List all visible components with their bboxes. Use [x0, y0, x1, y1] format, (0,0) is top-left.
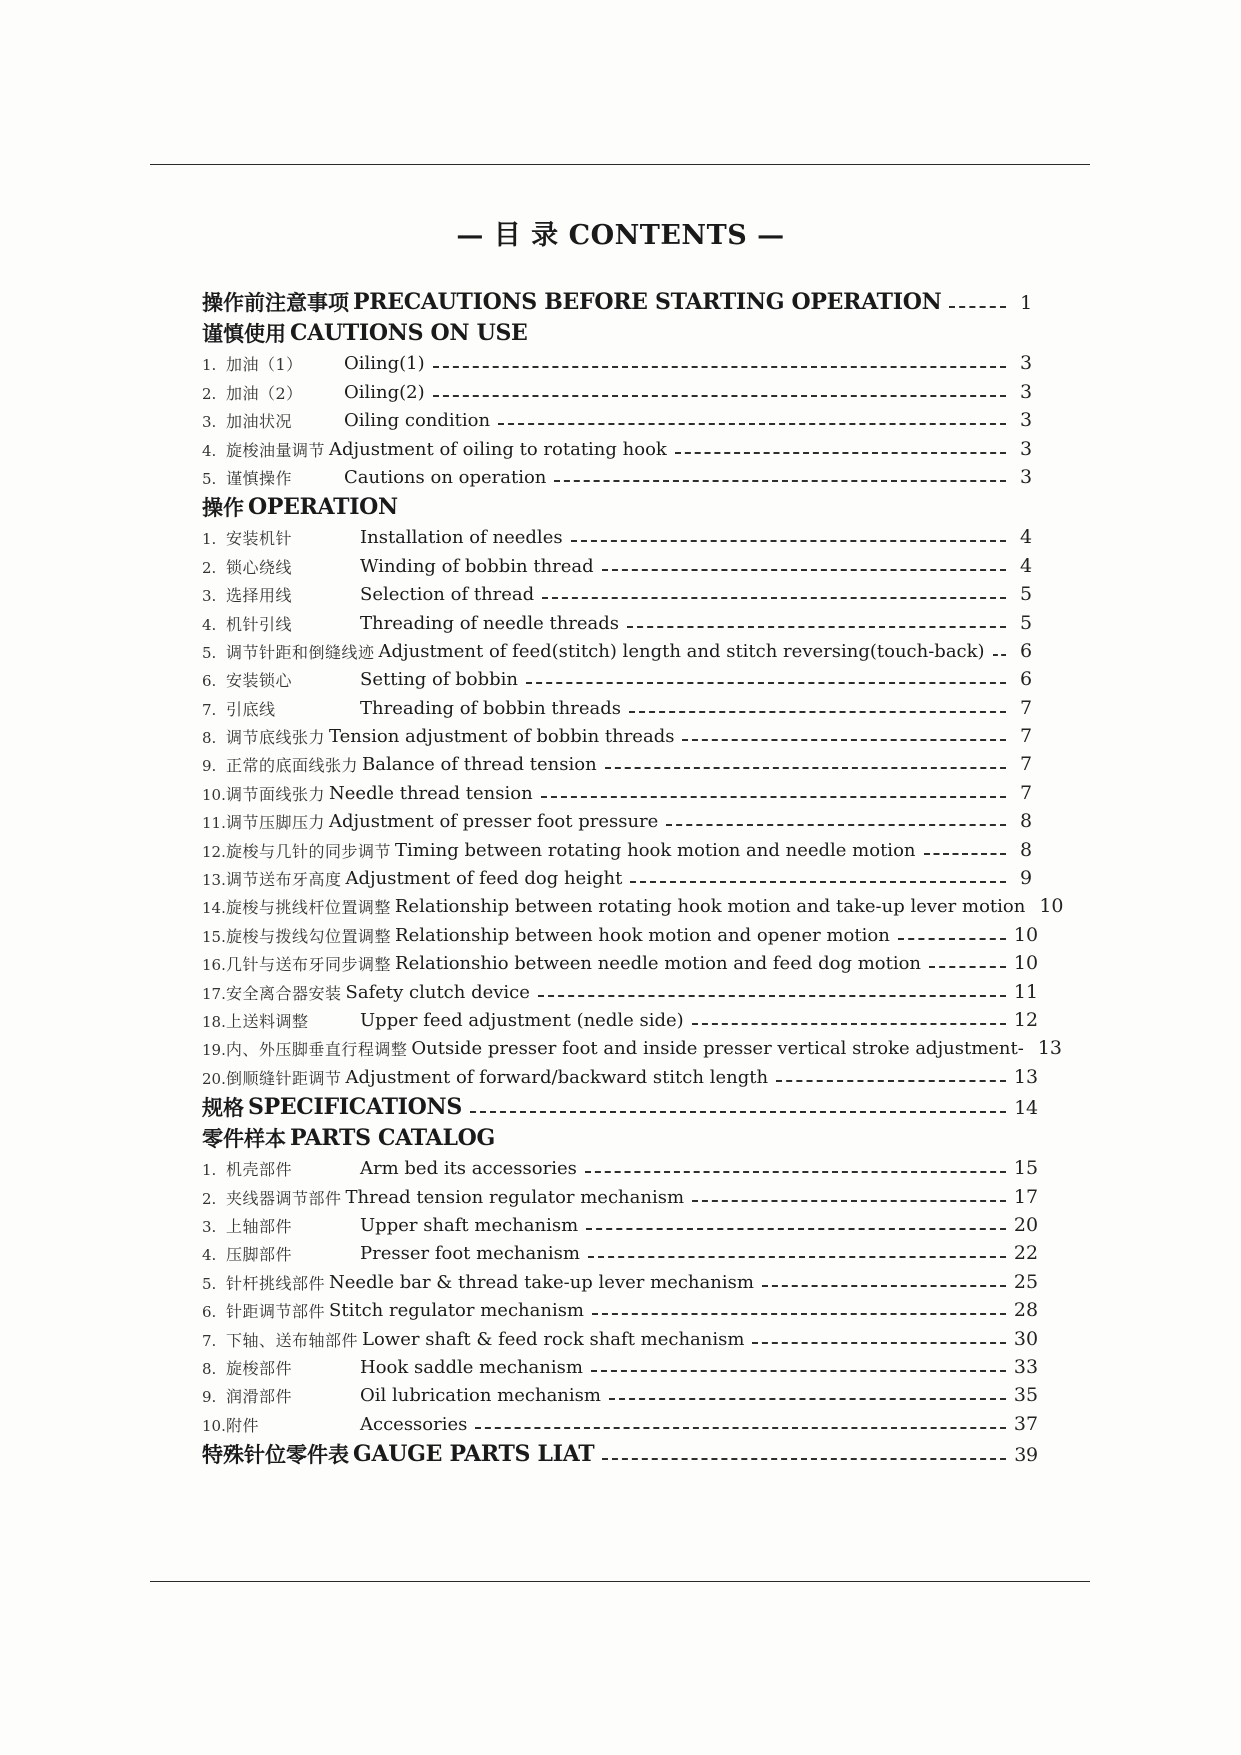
- toc-item-number: 5.: [202, 469, 217, 488]
- toc-page-number: 3: [1019, 465, 1033, 488]
- toc-item-number: 16.: [202, 956, 226, 975]
- toc-item-zh: 加油状况: [226, 412, 293, 432]
- toc-item-zh: 上送料调整: [226, 1011, 309, 1031]
- toc-item-zh: 调节针距和倒缝线迹: [226, 642, 375, 662]
- toc-item-row[interactable]: [202, 718, 1040, 746]
- toc-leader-dots: [898, 938, 1006, 940]
- toc-item-en: Adjustment of presser foot pressure: [329, 811, 659, 833]
- toc-page-number: 5: [1019, 583, 1033, 606]
- toc-leader-dots: [542, 597, 1006, 599]
- toc-item-zh: 几针与送布牙同步调整: [226, 955, 392, 975]
- toc-item-number: 3.: [202, 1217, 217, 1236]
- toc-leader-dots: [630, 881, 1006, 883]
- toc-page-number: 6: [1019, 668, 1033, 691]
- toc-item-number: 20.: [202, 1069, 226, 1088]
- toc-item-row[interactable]: [202, 1207, 1040, 1235]
- toc-section-zh: 操作: [202, 494, 244, 520]
- table-of-contents: [202, 282, 1064, 1467]
- toc-item-en: Accessories: [360, 1413, 468, 1435]
- toc-item-en: Cautions on operation: [344, 466, 547, 488]
- toc-leader-dots: [682, 739, 1006, 741]
- toc-item-row[interactable]: [202, 1235, 1040, 1263]
- toc-page-number: 13: [1037, 1037, 1063, 1060]
- toc-item-en: Setting of bobbin: [360, 669, 519, 691]
- toc-item-zh: 夹线器调节部件: [226, 1188, 342, 1208]
- toc-item-row[interactable]: [202, 1263, 1040, 1291]
- toc-item-en: Hook saddle mechanism: [360, 1356, 583, 1378]
- toc-leader-dots: [609, 1398, 1006, 1400]
- toc-item-row[interactable]: [202, 1030, 1063, 1060]
- toc-item-zh: 加油（2）: [226, 383, 303, 403]
- toc-item-en: Oiling(1): [344, 353, 425, 375]
- toc-item-zh: 选择用线: [226, 586, 293, 606]
- toc-leader-dots: [498, 423, 1006, 425]
- toc-page-number: 12: [1013, 1008, 1039, 1031]
- toc-leader-dots: [588, 1256, 1006, 1258]
- toc-item-zh: 谨慎操作: [226, 468, 293, 488]
- toc-item-number: 19.: [202, 1041, 226, 1060]
- toc-page-number: 11: [1013, 980, 1039, 1003]
- toc-page-number: 7: [1019, 753, 1033, 776]
- toc-page-number: 3: [1019, 437, 1033, 460]
- toc-section-row[interactable]: [202, 1087, 1040, 1118]
- toc-section-zh: 谨慎使用: [202, 321, 286, 346]
- toc-item-row[interactable]: [202, 519, 1040, 547]
- toc-item-en: Threading of needle threads: [360, 612, 620, 634]
- toc-item-zh: 上轴部件: [226, 1216, 293, 1236]
- toc-page-number: 22: [1013, 1242, 1039, 1265]
- toc-item-row[interactable]: [202, 373, 1040, 401]
- toc-section-row[interactable]: [202, 282, 1040, 313]
- toc-item-number: 17.: [202, 984, 226, 1003]
- toc-page-number: 20: [1013, 1213, 1039, 1236]
- toc-leader-dots: [692, 1023, 1006, 1025]
- top-rule: [150, 164, 1090, 165]
- toc-item-zh: 倒顺缝针距调节: [226, 1068, 342, 1088]
- toc-item-zh: 针距调节部件: [226, 1302, 326, 1322]
- toc-item-en: Outside presser foot and inside presser vertical stroke adjustment-: [411, 1038, 1024, 1060]
- toc-leader-dots: [541, 796, 1006, 798]
- toc-item-number: 4.: [202, 1246, 217, 1265]
- toc-page-number: 13: [1013, 1065, 1039, 1088]
- toc-item-en: Presser foot mechanism: [360, 1243, 580, 1265]
- toc-section-en: PARTS CATALOG: [290, 1124, 495, 1151]
- toc-page-number: 37: [1013, 1412, 1039, 1435]
- toc-item-zh: 机壳部件: [226, 1160, 293, 1180]
- toc-leader-dots: [538, 995, 1006, 997]
- toc-leader-dots: [586, 1228, 1006, 1230]
- toc-item-en: Thread tension regulator mechanism: [345, 1186, 685, 1208]
- toc-item-number: 1.: [202, 1161, 217, 1180]
- toc-item-number: 3.: [202, 587, 217, 606]
- toc-item-en: Adjustment of forward/backward stitch length: [345, 1066, 769, 1088]
- toc-item-number: 5.: [202, 643, 217, 662]
- toc-page-number: 10: [1013, 952, 1039, 975]
- toc-item-en: Lower shaft & feed rock shaft mechanism: [362, 1328, 745, 1350]
- toc-item-zh: 附件: [226, 1415, 260, 1435]
- toc-leader-dots: [433, 366, 1006, 368]
- toc-item-row[interactable]: [202, 973, 1040, 1001]
- toc-item-row[interactable]: [202, 746, 1040, 774]
- toc-section-en: OPERATION: [248, 493, 398, 520]
- toc-item-number: 12.: [202, 842, 226, 861]
- toc-item-zh: 引底线: [226, 699, 276, 719]
- toc-item-zh: 加油（1）: [226, 355, 303, 375]
- toc-item-en: Adjustment of feed dog height: [345, 868, 623, 890]
- toc-item-row[interactable]: [202, 547, 1040, 575]
- toc-page-number: 8: [1019, 810, 1033, 833]
- toc-item-zh: 下轴、送布轴部件: [226, 1330, 359, 1350]
- toc-leader-dots: [752, 1342, 1006, 1344]
- toc-item-row[interactable]: [202, 1377, 1040, 1405]
- toc-item-number: 7.: [202, 1331, 217, 1350]
- toc-item-zh: 调节送布牙高度: [226, 870, 342, 890]
- toc-item-row[interactable]: [202, 1405, 1040, 1433]
- toc-item-zh: 安装机针: [226, 529, 293, 549]
- toc-item-en: Threading of bobbin threads: [360, 697, 621, 719]
- toc-item-zh: 旋梭与几针的同步调节: [226, 841, 392, 861]
- toc-item-number: 9.: [202, 1388, 217, 1407]
- toc-item-en: Oiling condition: [344, 410, 491, 432]
- toc-item-en: Adjustment of oiling to rotating hook: [329, 438, 667, 460]
- toc-item-number: 2.: [202, 384, 217, 403]
- toc-item-number: 9.: [202, 757, 217, 776]
- toc-page-number: 33: [1013, 1355, 1039, 1378]
- toc-leader-dots: [592, 1313, 1006, 1315]
- toc-item-zh: 旋梭油量调节: [226, 440, 326, 460]
- toc-item-number: 8.: [202, 729, 217, 748]
- toc-item-number: 2.: [202, 558, 217, 577]
- toc-item-en: Tension adjustment of bobbin threads: [329, 726, 675, 748]
- toc-item-zh: 安装锁心: [226, 671, 293, 691]
- toc-section-en: GAUGE PARTS LIAT: [353, 1440, 595, 1467]
- toc-item-zh: 内、外压脚垂直行程调整: [225, 1040, 408, 1060]
- toc-item-number: 3.: [202, 413, 217, 432]
- toc-page-number: 4: [1019, 526, 1033, 549]
- toc-item-row[interactable]: [202, 459, 1040, 487]
- toc-page-number: 1: [1020, 292, 1032, 314]
- toc-item-en: Upper feed adjustment (nedle side): [360, 1009, 684, 1031]
- toc-item-en: Winding of bobbin thread: [360, 555, 594, 577]
- toc-section-zh: 操作前注意事项: [202, 290, 349, 315]
- toc-item-en: Oiling(2): [344, 381, 425, 403]
- toc-section-en: SPECIFICATIONS: [248, 1093, 462, 1120]
- toc-item-number: 4.: [202, 441, 217, 460]
- toc-item-en: Safety clutch device: [345, 981, 530, 1003]
- toc-item-number: 11.: [202, 814, 226, 833]
- toc-section-zh: 特殊针位零件表: [202, 1441, 349, 1467]
- toc-leader-dots: [776, 1080, 1006, 1082]
- toc-leader-dots: [571, 540, 1006, 542]
- toc-page-number: 25: [1013, 1270, 1039, 1293]
- toc-item-number: 10.: [202, 1416, 226, 1435]
- toc-page-number: 3: [1019, 380, 1033, 403]
- toc-item-row[interactable]: [202, 604, 1040, 632]
- toc-item-en: Timing between rotating hook motion and needle motion: [395, 839, 916, 861]
- toc-item-row[interactable]: [202, 831, 1040, 859]
- toc-page-number: 7: [1019, 725, 1033, 748]
- toc-item-number: 1.: [202, 356, 217, 375]
- toc-page-number: 7: [1019, 781, 1033, 804]
- toc-page-number: 30: [1013, 1327, 1039, 1350]
- toc-leader-dots: [924, 853, 1007, 855]
- toc-leader-dots: [554, 480, 1006, 482]
- toc-leader-dots: [602, 1458, 1006, 1460]
- toc-section-row[interactable]: [202, 1118, 1040, 1149]
- toc-item-row[interactable]: [202, 1002, 1040, 1030]
- toc-item-number: 18.: [202, 1012, 226, 1031]
- toc-leader-dots: [929, 966, 1006, 968]
- toc-item-en: Balance of thread tension: [362, 754, 597, 776]
- toc-item-row[interactable]: [202, 576, 1040, 604]
- toc-leader-dots: [629, 711, 1006, 713]
- toc-page-number: 4: [1019, 554, 1033, 577]
- toc-item-zh: 旋梭与拨线勾位置调整: [226, 926, 392, 946]
- toc-item-zh: 调节面线张力: [226, 784, 326, 804]
- toc-page-number: 3: [1019, 409, 1033, 432]
- toc-item-number: 2.: [202, 1189, 217, 1208]
- toc-item-row[interactable]: [202, 1320, 1040, 1348]
- toc-leader-dots: [433, 395, 1006, 397]
- toc-item-row[interactable]: [202, 1178, 1040, 1206]
- toc-item-number: 6.: [202, 672, 217, 691]
- toc-item-en: Relationship between rotating hook motion and take-up lever motion: [394, 896, 1026, 918]
- toc-leader-dots: [585, 1171, 1006, 1173]
- page-title: — 目 录 CONTENTS —: [456, 220, 785, 251]
- toc-item-number: 13.: [202, 871, 226, 890]
- toc-item-en: Needle thread tension: [329, 782, 533, 804]
- toc-section-row[interactable]: [202, 487, 1040, 518]
- toc-item-row[interactable]: [202, 661, 1040, 689]
- toc-item-zh: 机针引线: [226, 614, 293, 634]
- toc-item-row[interactable]: [202, 803, 1040, 831]
- toc-item-zh: 锁心绕线: [226, 557, 293, 577]
- toc-item-number: 7.: [202, 700, 217, 719]
- toc-item-zh: 旋梭与挑线杆位置调整: [225, 898, 391, 918]
- toc-item-number: 5.: [202, 1274, 217, 1293]
- toc-item-row[interactable]: [202, 1150, 1040, 1178]
- toc-page-number: 9: [1019, 867, 1033, 890]
- toc-section-zh: 零件样本: [202, 1125, 286, 1151]
- toc-item-row[interactable]: [202, 916, 1040, 944]
- toc-item-en: Installation of needles: [360, 527, 563, 549]
- toc-leader-dots: [602, 569, 1006, 571]
- toc-item-en: Upper shaft mechanism: [360, 1214, 579, 1236]
- toc-item-row[interactable]: [202, 1349, 1040, 1377]
- toc-leader-dots: [605, 767, 1006, 769]
- toc-leader-dots: [666, 824, 1006, 826]
- toc-page-number: 10: [1039, 895, 1064, 918]
- toc-item-number: 6.: [202, 1303, 217, 1322]
- toc-item-en: Oil lubrication mechanism: [360, 1385, 601, 1407]
- toc-page-number: 35: [1013, 1384, 1039, 1407]
- toc-item-row[interactable]: [202, 860, 1040, 888]
- toc-leader-dots: [993, 654, 1006, 656]
- toc-page-number: 28: [1013, 1299, 1039, 1322]
- toc-item-number: 15.: [202, 927, 226, 946]
- toc-item-en: Needle bar & thread take-up lever mechanism: [329, 1271, 754, 1293]
- toc-item-zh: 压脚部件: [226, 1245, 293, 1265]
- toc-item-row[interactable]: [202, 345, 1040, 373]
- toc-item-row[interactable]: [202, 774, 1040, 802]
- toc-page-number: 39: [1014, 1443, 1038, 1466]
- toc-item-en: Relationship between hook motion and opener motion: [395, 924, 890, 946]
- toc-item-number: 4.: [202, 615, 217, 634]
- toc-item-zh: 针杆挑线部件: [226, 1273, 326, 1293]
- toc-leader-dots: [591, 1370, 1006, 1372]
- toc-item-zh: 旋梭部件: [226, 1358, 293, 1378]
- toc-item-row[interactable]: [202, 1058, 1040, 1086]
- toc-item-row[interactable]: [202, 633, 1040, 661]
- toc-page-number: 5: [1019, 611, 1033, 634]
- toc-page-number: 6: [1019, 639, 1033, 662]
- toc-item-zh: 安全离合器安装: [226, 983, 342, 1003]
- toc-item-row[interactable]: [202, 689, 1040, 717]
- toc-item-en: Arm bed its accessories: [360, 1158, 577, 1180]
- toc-item-zh: 正常的底面线张力: [226, 756, 359, 776]
- toc-item-en: Relationshio between needle motion and feed dog motion: [395, 953, 922, 975]
- toc-leader-dots: [949, 306, 1006, 308]
- toc-item-row[interactable]: [202, 1292, 1040, 1320]
- toc-section-zh: 规格: [202, 1094, 244, 1120]
- toc-leader-dots: [762, 1285, 1006, 1287]
- toc-item-en: Selection of thread: [360, 584, 535, 606]
- toc-section-row[interactable]: [202, 313, 1040, 344]
- toc-leader-dots: [692, 1200, 1006, 1202]
- toc-page-number: 8: [1019, 838, 1033, 861]
- toc-item-zh: 调节压脚压力: [226, 813, 326, 833]
- toc-item-zh: 润滑部件: [226, 1387, 293, 1407]
- toc-item-number: 14.: [202, 899, 226, 918]
- toc-leader-dots: [675, 452, 1006, 454]
- toc-section-en: PRECAUTIONS BEFORE STARTING OPERATION: [353, 289, 942, 315]
- toc-item-zh: 调节底线张力: [226, 728, 326, 748]
- toc-leader-dots: [475, 1427, 1006, 1429]
- toc-page-number: 17: [1013, 1185, 1039, 1208]
- toc-item-en: Adjustment of feed(stitch) length and stitch reversing(touch-back): [378, 640, 985, 662]
- toc-page-number: 7: [1019, 696, 1033, 719]
- toc-leader-dots: [470, 1111, 1006, 1113]
- toc-page-number: 15: [1013, 1157, 1039, 1180]
- toc-page-number: 10: [1013, 923, 1039, 946]
- toc-page-number: 14: [1014, 1096, 1038, 1119]
- toc-item-row[interactable]: [202, 402, 1040, 430]
- toc-item-row[interactable]: [202, 888, 1064, 918]
- toc-item-en: Stitch regulator mechanism: [329, 1300, 585, 1322]
- toc-item-number: 1.: [202, 530, 217, 549]
- toc-page-number: 3: [1019, 352, 1033, 375]
- toc-item-row[interactable]: [202, 945, 1040, 973]
- toc-leader-dots: [627, 626, 1006, 628]
- toc-section-en: CAUTIONS ON USE: [290, 320, 528, 346]
- toc-section-row[interactable]: [202, 1434, 1040, 1465]
- toc-item-number: 8.: [202, 1359, 217, 1378]
- bottom-rule: [150, 1581, 1090, 1582]
- toc-item-number: 10.: [202, 785, 226, 804]
- toc-item-row[interactable]: [202, 430, 1040, 458]
- toc-leader-dots: [526, 682, 1006, 684]
